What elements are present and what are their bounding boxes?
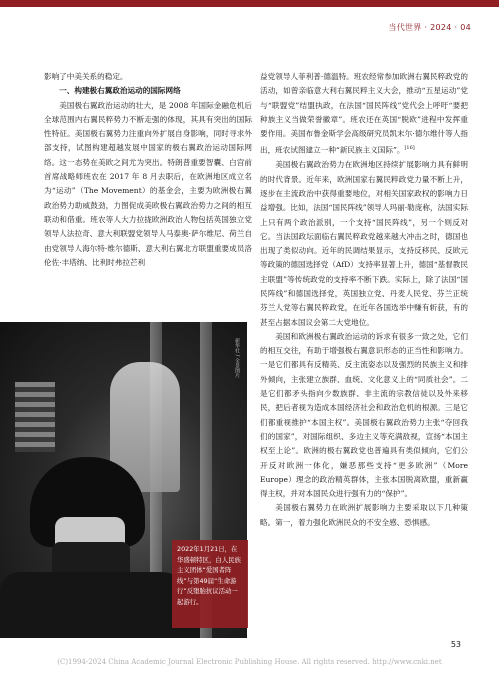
photo-caption: 2022年1月21日，在华盛顿特区，白人民族主义团体“爱国者阵线”与第49届“生命游行”反堕胎抗议活动一起游行。 <box>172 540 248 628</box>
paragraph: 影响了中美关系的稳定。 <box>44 72 128 81</box>
section-heading: 一、构建极右翼政治运动的国际网络 <box>59 86 181 96</box>
page-number: 53 <box>450 640 461 649</box>
top-color-band <box>0 0 499 7</box>
paragraph: 美国极右翼政治势力在欧洲地区持续扩展影响力具有鲜明的时代背景。近年来，欧洲国家右翼民粹政党力量不断上升，逐步在主流政治中获得重要地位，对相关国家政权的影响力日益增强。比如，法国“国民阵线”领导人玛丽·勒庞称，法国实际上只有两个政治派别，一个支持“国民阵线”，另一个则反对它。当法国政坛面临右翼民粹政党越来越大冲击之时，德国也出现了类似动向。近年的民调结果显示，支持反移民、反欧元等政策的德国选择党（AfD）支持率显著上升，德国“基督教民主联盟”等传统政党的支持率不断下跌。实际上，除了法国“国民阵线”和德国选择党，英国独立党、丹麦人民党、芬兰正统芬兰人党等右翼民粹政党，在近年各国选举中赚有斩获，有的甚至占据本国议会第二大党地位。 <box>260 160 468 327</box>
paragraph: 美国和欧洲极右翼政治运动的诉求有很多一致之处，它们的相互交往，有助于增强极右翼意识形态的正当性和影响力。一是它们都具有反精英、反主流姿态以及强烈的民族主义和排外倾向，主张建立族群、血统、文化意义上的“同质社会”。二是它们都矛头指向少数族群、非主流的宗教信徒以及外来移民，把后者视为造成本国经济社会和政治危机的根源。三是它们都重视推护“本国主权”。美国极右翼政治势力主张“夺回我们的国家”，对国际组织、多边主义等充满敌视，宣扬“本国主权至上论”。欧洲的极右翼政党也普遍具有类似倾向，它们公开反对欧洲一体化，嫌恶那些支持“更多欧洲”（More Europe）理念的政治精英群体，主张本国脱离欧盟，重新赢得主权，并对本国民众进行强有力的“保护”。 <box>260 331 468 499</box>
photo-credit: 新华社 / 全景图片 <box>234 338 240 378</box>
paragraph <box>260 70 468 158</box>
paragraph: 美国极右翼政治运动的壮大，是 2008 年国际金融危机后全球范围内右翼民粹势力不断走强的体现，其具有突出的国际性特征。美国极右翼势力注重向外扩展自身影响，同时寻求外部支持，试图构建超越发展中国家的极右翼政治运动国际网络。这一态势在美欧之间尤为突出。特朗普重要智囊、白宫前首席战略师班农在 2017 年 8 月去职后，在欧洲地区成立名为“运动”（The Movement）的基金会，主要为欧洲极右翼政治势力助威鼓劲，力图促成美欧极右翼政治势力之间的相互联动和借重。班农等人大力拉拢欧洲政治人物包括英国独立党领导人法拉奇、意大利联盟党领导人马泰奥·萨尔维尼、荷兰自由党领导人海尔特·维尔德斯、意大利右翼北方联盟重要成员洛伦佐·丰塔纳、比利时弗拉芒利 <box>44 100 252 267</box>
paragraph: 美国极右翼势力在欧洲扩展影响力主要采取以下几种策略。第一，着力强化欧洲民众的不安全感、恐惧感。 <box>260 503 468 527</box>
left-column <box>44 70 252 270</box>
photo-body-shape <box>0 572 200 638</box>
right-column <box>260 70 468 530</box>
journal-header: 当代世界 · 2024 · 04 <box>388 23 471 32</box>
photo-flag-shape <box>15 382 55 452</box>
citation-marker: [16] <box>404 145 415 152</box>
paragraph-text: 益党领导人菲利普·德温特。班农经常参加欧洲右翼民粹政党的活动，如曾亲临意大利右翼民粹主义大会，推动“五星运动”党与“联盟党”结盟执政，在法国“国民阵线”党代会上呼吁“要把种族主义当做荣誉徽章”。班农还在英国“脱欧”进程中发挥重要作用。美国布鲁金斯学会高级研究员凯末尔·德尔维什等人指出，班农试图建立一种“新民族主义国际”。 <box>260 72 468 156</box>
copyright-footer: (C)1994-2024 China Academic Journal Electronic Publishing House. All rights reserved. http://www.cnki.net <box>57 658 442 666</box>
